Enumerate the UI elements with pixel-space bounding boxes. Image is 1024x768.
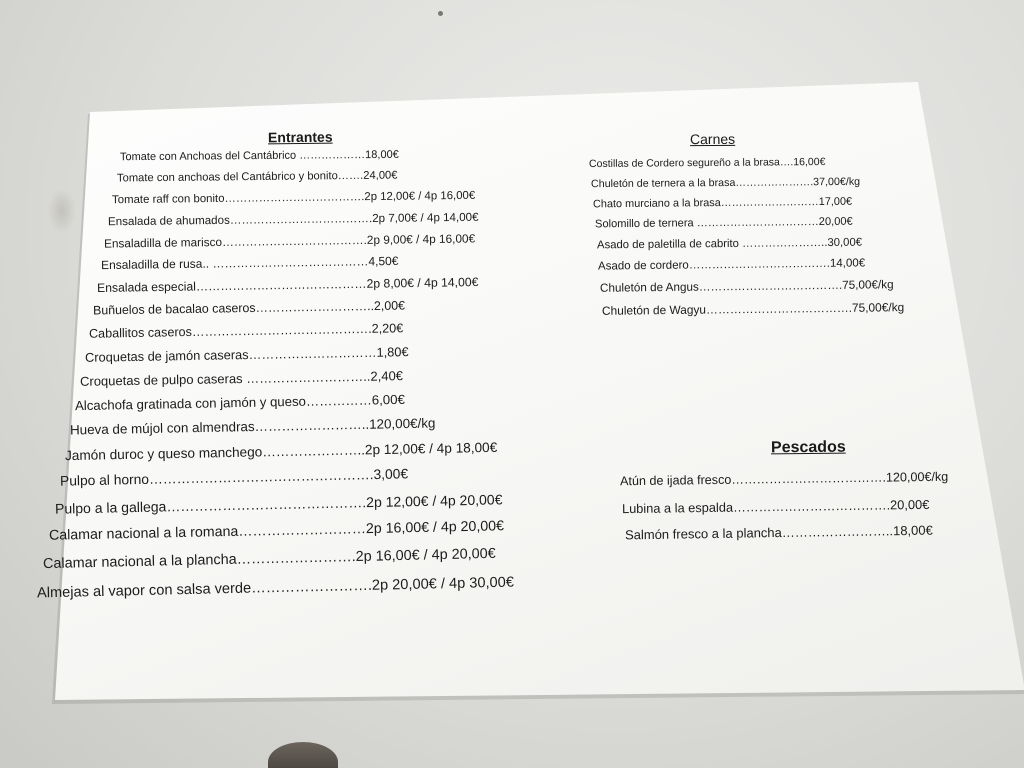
- menu-item-entrantes: Calamar nacional a la romana………………………2p 16,00€ / 4p 20,00€: [48, 518, 505, 544]
- section-title-pescados: Pescados: [770, 438, 846, 457]
- table-speck: [438, 11, 443, 16]
- section-title-entrantes: Entrantes: [267, 128, 333, 146]
- menu-item-entrantes: Pulpo a la gallega…………………………………….2p 12,00€ / 4p 20,00€: [54, 491, 503, 517]
- menu-item-pescados: Lubina a la espalda……………………………….20,00€: [621, 496, 930, 517]
- menu-item-entrantes: Pulpo al horno………………………………………….3,00€: [59, 466, 409, 489]
- menu-item-carnes: Chuletón de Angus……………………………….75,00€/kg: [599, 278, 894, 295]
- section-title-carnes: Carnes: [689, 130, 736, 148]
- menu-item-entrantes: Ensaladilla de marisco……………………………….2p 9,00€ / 4p 16,00€: [103, 231, 476, 251]
- dark-object-bottom: [268, 742, 338, 768]
- menu-item-entrantes: Caballitos caseros…………………………………….2,20€: [88, 321, 404, 341]
- menu-item-entrantes: Ensalada especial……………………………………2p 8,00€ / 4p 14,00€: [96, 275, 479, 295]
- menu-item-pescados: Atún de ijada fresco……………………………….120,00€/kg: [619, 469, 949, 489]
- menu-item-carnes: Chuletón de ternera a la brasa………………….37,00€/kg: [590, 175, 861, 191]
- menu-item-entrantes: Jamón duroc y queso manchego…………………..2p 12,00€ / 4p 18,00€: [64, 439, 498, 464]
- menu-item-carnes: Chato murciano a la brasa………………………17,00€: [592, 195, 853, 211]
- menu-item-carnes: Costillas de Cordero segureño a la brasa….16,00€: [588, 155, 826, 171]
- menu-item-carnes: Chuletón de Wagyu……………………………….75,00€/kg: [601, 300, 905, 318]
- menu-item-entrantes: Tomate con anchoas del Cantábrico y bonito…….24,00€: [116, 169, 398, 185]
- menu-item-entrantes: Croquetas de jamón caseras…………………………1,80€: [84, 344, 409, 365]
- menu-item-entrantes: Croquetas de pulpo caseras ………………………..2,40€: [79, 368, 404, 389]
- menu-item-entrantes: Calamar nacional a la plancha…………………….2p 16,00€ / 4p 20,00€: [42, 545, 496, 573]
- menu-item-entrantes: Ensaladilla de rusa.. …………………………………4,50€: [100, 253, 399, 273]
- menu-item-carnes: Asado de cordero……………………………….14,00€: [597, 257, 866, 273]
- menu-item-entrantes: Hueva de mújol con almendras……………………..120,00€/kg: [69, 415, 436, 438]
- menu-item-entrantes: Tomate raff con bonito……………………………….2p 12,00€ / 4p 16,00€: [111, 189, 476, 207]
- menu-item-entrantes: Buñuelos de bacalao caseros………………………..2,00€: [92, 298, 406, 318]
- menu-item-pescados: Salmón fresco a la plancha……………………..18,00€: [624, 522, 933, 543]
- menu-item-carnes: Asado de paletilla de cabrito …………………..30,00€: [596, 236, 863, 252]
- menu-item-entrantes: Tomate con Anchoas del Cantábrico ………………18,00€: [119, 148, 399, 164]
- menu-item-entrantes: Almejas al vapor con salsa verde…………………….2p 20,00€ / 4p 30,00€: [36, 574, 515, 602]
- menu-item-carnes: Solomillo de ternera ……………………………20,00€: [594, 215, 853, 231]
- menu-item-entrantes: Ensalada de ahumados……………………………….2p 7,00€ / 4p 14,00€: [107, 210, 479, 229]
- table-stain: [48, 188, 76, 234]
- menu-item-entrantes: Alcachofa gratinada con jamón y queso……………6,00€: [74, 391, 405, 414]
